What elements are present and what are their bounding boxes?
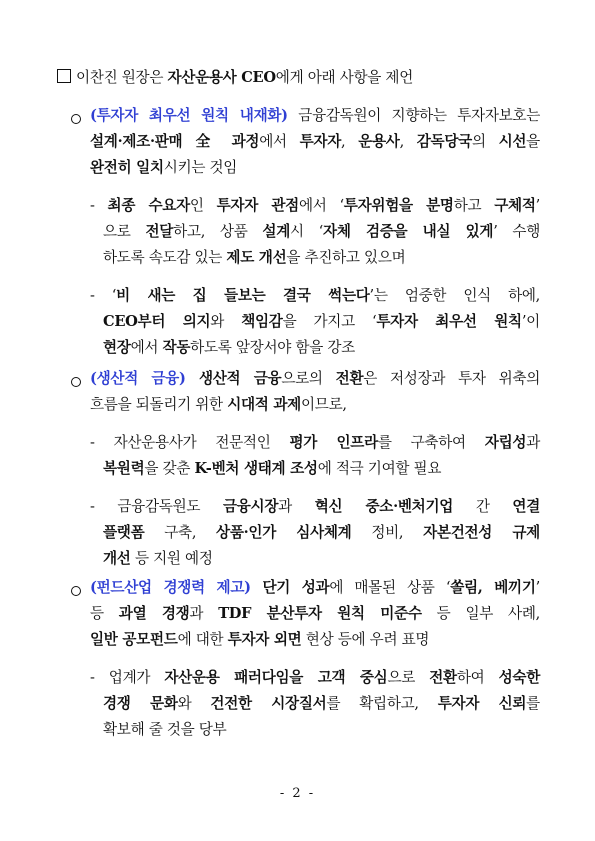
- s3-d1-line-1: [90, 668, 540, 688]
- text-run: 투자자: [299, 133, 342, 150]
- text-run: 이므로,: [300, 396, 347, 413]
- text-run: 을 갖춘: [144, 460, 195, 477]
- text-run: 하여: [456, 669, 499, 686]
- s3-d1-line-3: [103, 720, 226, 740]
- text-run: 에 적극 기여할 필요: [317, 460, 442, 477]
- text-run: 하고, 상품: [173, 223, 263, 240]
- text-run: 에서: [130, 339, 163, 356]
- s3-d1-line-2: [103, 694, 540, 714]
- s1-d2-line-1: [90, 286, 540, 306]
- s3-tag: (펀드산업 경쟁력 제고): [90, 579, 251, 596]
- text-run: 자립성: [484, 434, 527, 451]
- text-run: 를 구축하여: [377, 434, 485, 451]
- text-run: 플랫폼: [103, 524, 145, 541]
- s3-l1-segs: [251, 579, 540, 596]
- s3-line-1: [90, 578, 540, 598]
- text-run: 인: [189, 197, 217, 214]
- text-run: -: [90, 197, 108, 214]
- text-run: 은 저성장과 투자 위축의: [363, 370, 541, 387]
- text-run: 전달: [145, 223, 174, 240]
- s1-d1-line-2: [103, 222, 540, 242]
- text-run: 평가 인프라: [289, 434, 378, 451]
- text-run: 경쟁 문화: [103, 695, 178, 712]
- circle-bullet-icon: [71, 586, 81, 596]
- text-run: 과: [189, 605, 219, 622]
- text-run: ’: [535, 197, 540, 214]
- s1-d1-line-3: [103, 248, 405, 268]
- heading-bold: 자산운용사 CEO: [167, 69, 276, 86]
- text-run: 전환: [335, 370, 364, 387]
- s1-d2-line-3: [103, 338, 355, 358]
- text-run: 하도록 앞장서야 함을 강조: [190, 339, 355, 356]
- text-run: 운용사: [358, 133, 400, 150]
- text-run: 현상 등에 우려 표명: [301, 631, 430, 648]
- text-run: 를 확립하고,: [326, 695, 438, 712]
- text-run: 를: [526, 695, 540, 712]
- text-run: 비 새는 집 들보는 결국 썩는다: [116, 287, 370, 304]
- text-run: - 자산운용사가 전문적인: [90, 434, 290, 451]
- text-run: 상품·인가 심사체계: [216, 524, 352, 541]
- s1-l3-rest: 시키는 것임: [163, 159, 238, 176]
- text-run: 으로: [103, 223, 146, 240]
- text-run: TDF 분산투자 원칙 미준수: [218, 605, 422, 622]
- s1-line-3: [90, 158, 237, 178]
- text-run: 구체적: [494, 197, 536, 214]
- s2-d2-line-1: [90, 497, 540, 517]
- text-run: - 업계가: [90, 669, 165, 686]
- text-run: 생산적 금융: [185, 370, 282, 387]
- text-run: 간: [453, 498, 513, 515]
- text-run: 과열 경쟁: [118, 605, 190, 622]
- text-run: 시선: [498, 133, 527, 150]
- text-run: 에 매몰된 상품 ‘: [329, 579, 451, 596]
- s1-tag: (투자자 최우선 원칙 내재화): [90, 107, 288, 124]
- text-run: 구축,: [144, 524, 217, 541]
- text-run: 에서 ‘: [298, 197, 344, 214]
- s2-d2-line-3: [103, 549, 213, 569]
- text-run: 와: [177, 695, 211, 712]
- checkbox-square-icon: [57, 69, 71, 83]
- text-run: 일반 공모펀드: [90, 631, 178, 648]
- text-run: 하고: [453, 197, 495, 214]
- text-run: 의: [471, 133, 499, 150]
- circle-bullet-icon: [71, 377, 81, 387]
- text-run: 최종 수요자: [107, 197, 190, 214]
- text-run: 자본건전성 규제: [423, 524, 540, 541]
- s1-l3-bold: 완전히 일치: [90, 159, 164, 176]
- text-run: CEO부터 의지: [103, 313, 211, 330]
- text-run: ’이: [521, 313, 540, 330]
- text-run: 으로의: [281, 370, 336, 387]
- heading-post: 에게 아래 사항을 제언: [275, 69, 413, 86]
- text-run: 자체 검증을 내실 있게: [323, 223, 494, 240]
- s2-d1-line-1: [90, 433, 540, 453]
- text-run: 감독당국: [416, 133, 472, 150]
- s1-l1-rest: 금융감독원이 지향하는 투자자보호는: [287, 107, 541, 124]
- s3-line-2: [90, 604, 540, 624]
- text-run: 단기 성과: [250, 579, 330, 596]
- text-run: 투자자 신뢰: [437, 695, 527, 712]
- text-run: 건전한 시장질서: [210, 695, 327, 712]
- s3-line-3: [90, 630, 429, 650]
- text-run: 투자자 최우선 원칙: [376, 313, 522, 330]
- text-run: ,: [341, 133, 359, 150]
- text-run: 흐름을 되돌리기 위한: [90, 396, 228, 413]
- s2-d1-line-2: [103, 459, 441, 479]
- text-run: 제도 개선: [226, 249, 287, 266]
- s1-line-1: [90, 106, 540, 126]
- text-run: 자산운용 패러다임을 고객 중심: [164, 669, 388, 686]
- s2-l1-segs: [186, 370, 540, 387]
- s1-d1-line-1: [90, 196, 540, 216]
- text-run: 개선: [103, 550, 131, 567]
- text-run: 에서: [259, 133, 300, 150]
- text-run: 을: [526, 133, 540, 150]
- text-run: ,: [399, 133, 417, 150]
- text-run: - ‘: [90, 287, 117, 304]
- text-run: - 금융감독원도: [90, 498, 223, 515]
- text-run: 투자위험을 분명: [343, 197, 454, 214]
- text-run: 설계: [262, 223, 290, 240]
- s1-d2-line-2: [103, 312, 540, 332]
- text-run: 혁신 중소·벤처기업: [314, 498, 454, 515]
- text-run: 등 지원 예정: [130, 550, 213, 567]
- text-run: 으로: [387, 669, 430, 686]
- text-run: 등 일부 사례,: [421, 605, 540, 622]
- text-run: 설계·제조·판매 全 과정: [90, 133, 260, 150]
- circle-bullet-icon: [71, 114, 81, 124]
- text-run: 와: [210, 313, 242, 330]
- text-run: K-벤처 생태계 조성: [194, 460, 318, 477]
- text-run: 쏠림, 베끼기: [450, 579, 536, 596]
- text-run: 투자자 관점: [216, 197, 299, 214]
- text-run: 복원력: [103, 460, 145, 477]
- heading-line: [57, 68, 477, 88]
- text-run: 시 ‘: [290, 223, 324, 240]
- s2-tag: (생산적 금융): [90, 370, 186, 387]
- text-run: ’는 엄중한 인식 하에,: [369, 287, 540, 304]
- page-number: - 2 -: [279, 786, 316, 801]
- text-run: 등: [90, 605, 119, 622]
- text-run: 확보해 줄 것을 당부: [103, 721, 227, 738]
- text-run: 과: [278, 498, 315, 515]
- text-run: 연결: [512, 498, 540, 515]
- text-run: 에 대한: [177, 631, 228, 648]
- text-run: 을 가지고 ‘: [282, 313, 377, 330]
- s2-line-1: [90, 369, 540, 389]
- heading-pre: 이찬진 원장은: [76, 69, 168, 86]
- text-run: 현장: [103, 339, 131, 356]
- text-run: 금융시장: [222, 498, 279, 515]
- text-run: 과: [526, 434, 540, 451]
- text-run: ’ 수행: [493, 223, 541, 240]
- text-run: 투자자 외면: [227, 631, 302, 648]
- text-run: 을 추진하고 있으며: [286, 249, 406, 266]
- text-run: 정비,: [351, 524, 424, 541]
- text-run: ’: [535, 579, 540, 596]
- s2-line-2: [90, 395, 347, 415]
- text-run: 작동: [162, 339, 191, 356]
- text-run: 전환: [429, 669, 457, 686]
- text-run: 책임감: [241, 313, 283, 330]
- text-run: 하도록 속도감 있는: [103, 249, 227, 266]
- text-run: 시대적 과제: [227, 396, 301, 413]
- text-run: 성숙한: [498, 669, 540, 686]
- s1-line-2: [90, 132, 540, 152]
- s2-d2-line-2: [103, 523, 540, 543]
